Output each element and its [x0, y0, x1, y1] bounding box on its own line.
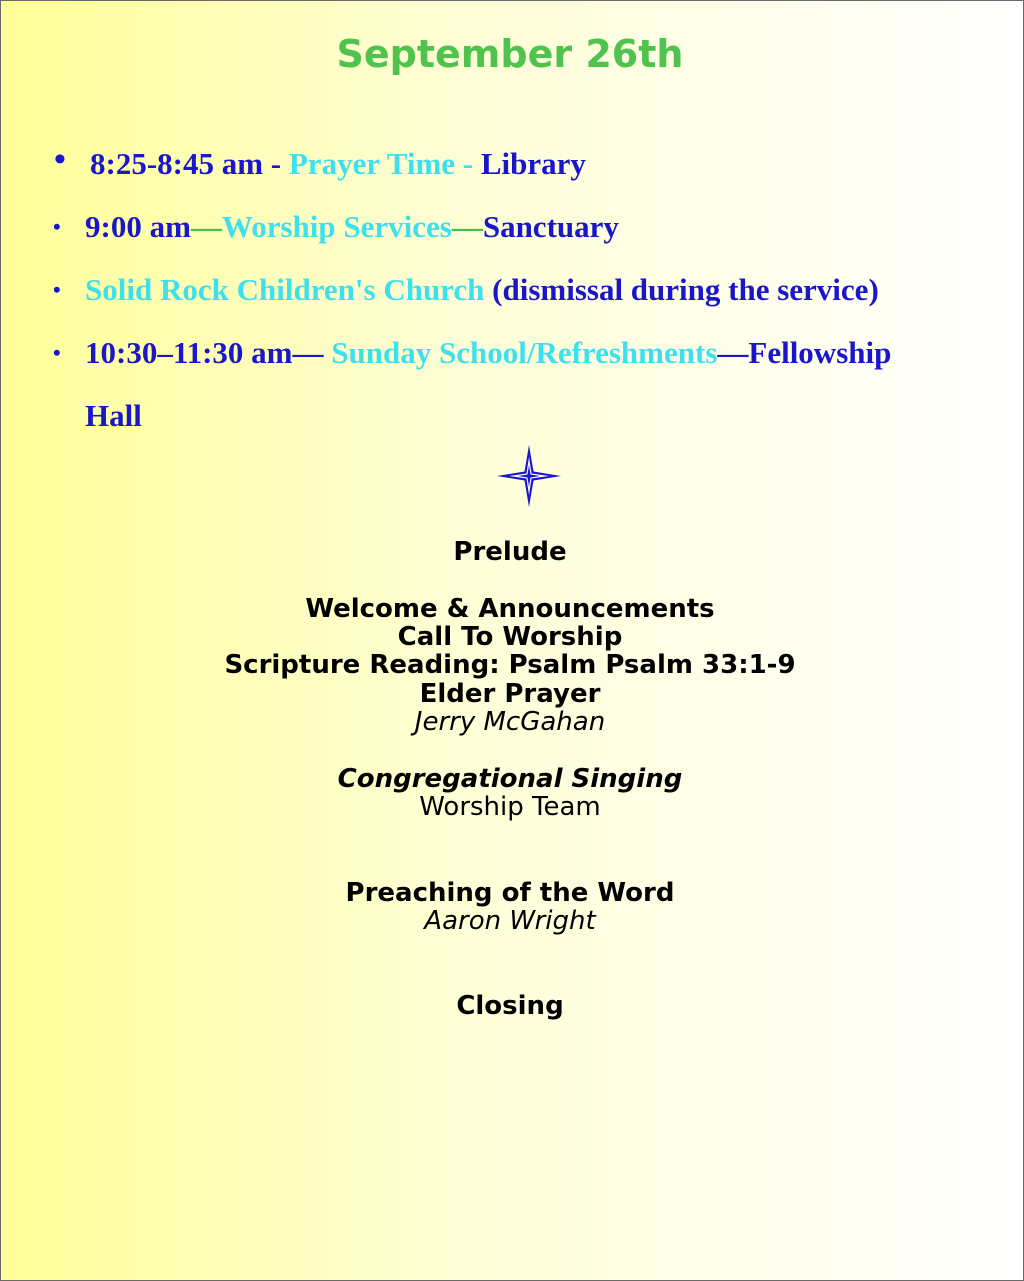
schedule-event: Sunday School/Refreshments [331, 335, 718, 370]
bullet-icon: • [54, 141, 66, 178]
schedule-event: Worship Services [221, 209, 452, 244]
bullet-icon: • [53, 214, 61, 239]
schedule-item-sunday-school [53, 321, 985, 384]
bullet-icon: • [53, 340, 61, 365]
congregational-singing-leader: Worship Team [419, 792, 601, 822]
schedule-event: Solid Rock Children's Church [85, 272, 485, 307]
closing-heading: Closing [456, 991, 564, 1021]
page-title: September 26th [336, 32, 684, 76]
scripture-reading-heading: Scripture Reading: Psalm Psalm 33:1-9 [224, 650, 796, 680]
preaching-heading: Preaching of the Word [345, 878, 675, 908]
schedule-place: Library [480, 146, 586, 181]
schedule-note: (dismissal during the service) [484, 272, 879, 307]
schedule-item-prayer [54, 132, 990, 195]
elder-prayer-leader: Jerry McGahan [414, 707, 606, 737]
preacher-name: Aaron Wright [424, 906, 596, 936]
four-point-star-icon [495, 443, 563, 509]
schedule-place: —Fellowship [717, 335, 892, 370]
schedule-place-continued [85, 384, 142, 447]
schedule-place-line2: Hall [85, 398, 142, 433]
call-to-worship-heading: Call To Worship [397, 622, 623, 652]
schedule-separator: — [451, 209, 483, 244]
welcome-heading: Welcome & Announcements [305, 594, 715, 624]
schedule-item-childrens-church [53, 258, 985, 321]
schedule-time: 10:30–11:30 am— [85, 335, 332, 370]
schedule-separator: — [190, 209, 222, 244]
schedule-time: 9:00 am [85, 209, 191, 244]
schedule-event: Prayer Time - [288, 146, 481, 181]
elder-prayer-heading: Elder Prayer [419, 679, 601, 709]
bullet-icon: • [53, 277, 61, 302]
congregational-singing-heading: Congregational Singing [337, 764, 683, 794]
schedule-item-worship [53, 195, 985, 258]
prelude-heading: Prelude [453, 537, 567, 567]
schedule-place: Sanctuary [482, 209, 619, 244]
schedule-time: 8:25-8:45 am - [90, 146, 289, 181]
